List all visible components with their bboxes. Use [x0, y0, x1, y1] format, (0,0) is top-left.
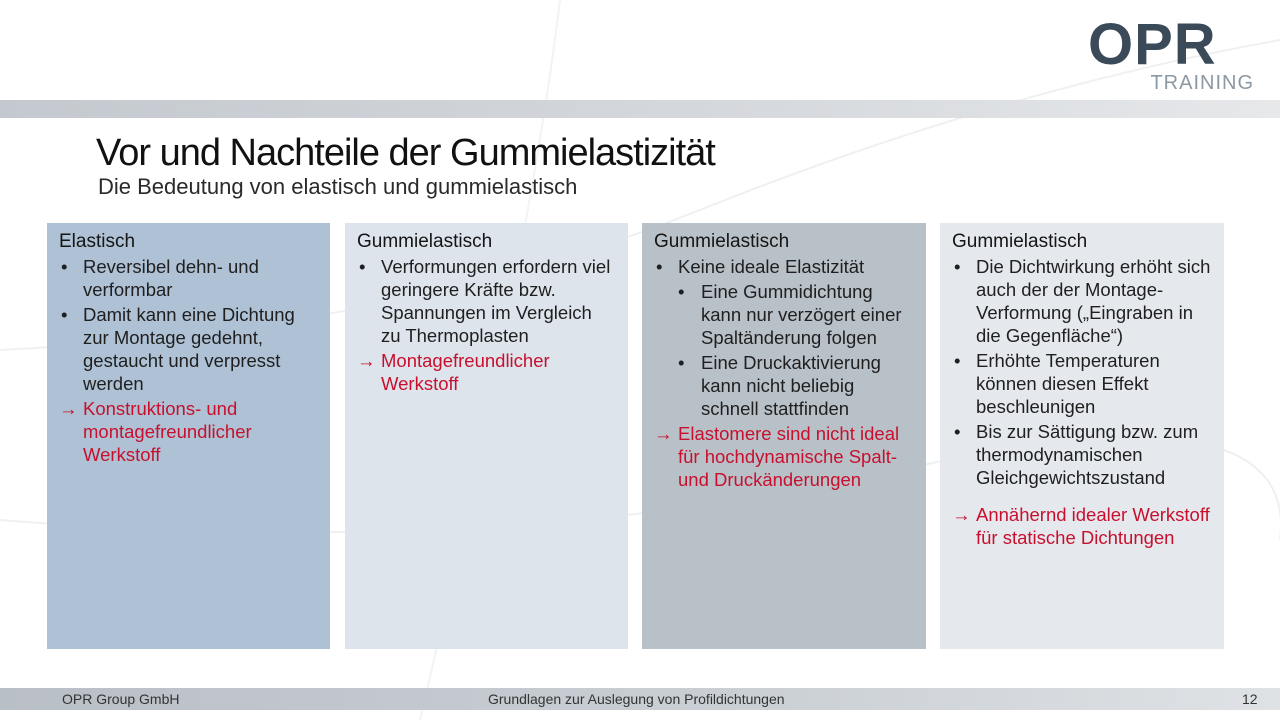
footer-company: OPR Group GmbH: [62, 691, 180, 707]
bullet-item: • Bis zur Sättigung bzw. zum thermodynamischen Gleichgewichtszustand: [952, 420, 1212, 489]
conclusion-item: → Konstruktions- und montagefreundlicher Werkstoff: [59, 397, 318, 466]
sub-bullet-item: • Eine Gummidichtung kann nur verzögert einer Spaltänderung folgen: [654, 280, 914, 349]
bullet-item: • Die Dichtwirkung erhöht sich auch der der Montage-Verformung („Eingraben in die Gegenfläche“): [952, 255, 1212, 347]
bullet-item: • Keine ideale Elastizität: [654, 255, 914, 278]
page-number: 12: [1242, 691, 1258, 707]
slide-subtitle: Die Bedeutung von elastisch und gummielastisch: [98, 174, 578, 199]
column-list: [357, 255, 616, 395]
column-heading: Gummielastisch: [654, 231, 790, 252]
header-band: [0, 100, 1280, 118]
column-heading: Gummielastisch: [952, 231, 1088, 252]
column-heading: Elastisch: [59, 231, 136, 252]
conclusion-item: → Elastomere sind nicht ideal für hochdynamische Spalt- und Druckänderungen: [654, 422, 914, 491]
slide-title: Vor und Nachteile der Gummielastizität: [96, 132, 715, 174]
bullet-item: • Damit kann eine Dichtung zur Montage gedehnt, gestaucht und verpresst werden: [59, 303, 318, 395]
column-list: [654, 255, 914, 491]
column-heading: Gummielastisch: [357, 231, 493, 252]
opr-training-logo: [1088, 14, 1268, 96]
column-card-4: [940, 223, 1224, 649]
sub-bullet-item: • Eine Druckaktivierung kann nicht beliebig schnell stattfinden: [654, 351, 914, 420]
conclusion-item: → Annähernd idealer Werkstoff für statische Dichtungen: [952, 503, 1212, 549]
column-card-2: [345, 223, 628, 649]
column-list: [952, 255, 1212, 549]
bullet-item: • Verformungen erfordern viel geringere Kräfte bzw. Spannungen im Vergleich zu Thermoplasten: [357, 255, 616, 347]
logo-training-text: TRAINING: [1150, 72, 1254, 94]
column-card-1: [47, 223, 330, 649]
logo-opr-text: OPR: [1088, 12, 1217, 77]
footer-topic: Grundlagen zur Auslegung von Profildichtungen: [488, 691, 785, 707]
conclusion-item: → Montagefreundlicher Werkstoff: [357, 349, 616, 395]
column-card-3: [642, 223, 926, 649]
bullet-item: • Erhöhte Temperaturen können diesen Effekt beschleunigen: [952, 349, 1212, 418]
bullet-item: • Reversibel dehn- und verformbar: [59, 255, 318, 301]
column-list: [59, 255, 318, 466]
